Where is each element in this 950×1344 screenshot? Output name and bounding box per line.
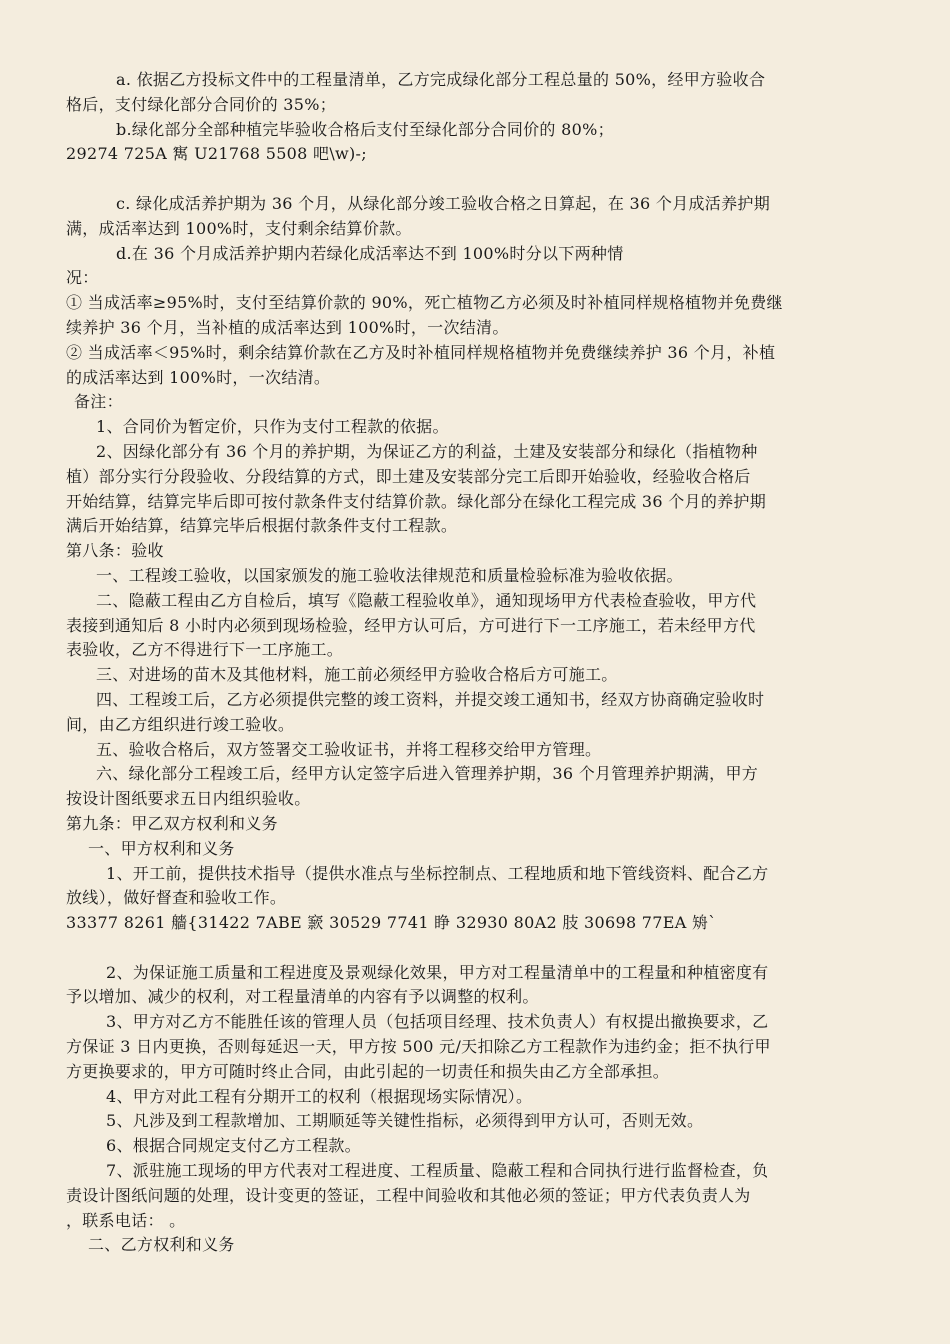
- text-line: 满后开始结算，结算完毕后根据付款条件支付工程款。: [66, 516, 458, 536]
- text-line: 1、开工前，提供技术指导（提供水准点与坐标控制点、工程地质和地下管线资料、配合乙方: [106, 863, 769, 883]
- text-line: 责设计图纸问题的处理，设计变更的签证，工程中间验收和其他必须的签证；甲方代表负责人为: [66, 1185, 751, 1205]
- text-line: 表验收，乙方不得进行下一工序施工。: [66, 640, 344, 660]
- text-line: 1、合同价为暂定价，只作为支付工程款的依据。: [96, 417, 449, 437]
- text-line: 33377 8261 艢{31422 7ABE 窾 30529 7741 睁 32930 80A2 肢 30698 77EA 矪`: [66, 913, 717, 933]
- text-line: 第八条：验收: [66, 541, 164, 561]
- text-line: 的成活率达到 100%时，一次结清。: [66, 367, 331, 387]
- text-line: a. 依据乙方投标文件中的工程量清单，乙方完成绿化部分工程总量的 50%，经甲方验收合: [116, 70, 766, 89]
- text-line: 续养护 36 个月，当补植的成活率达到 100%时，一次结清。: [66, 317, 509, 337]
- text-line: 2、为保证施工质量和工程进度及景观绿化效果，甲方对工程量清单中的工程量和种植密度有: [106, 962, 769, 982]
- text-line: 29274 725A 寯 U21768 5508 吧\w)-;: [66, 144, 367, 164]
- text-line: d.在 36 个月成活养护期内若绿化成活率达不到 100%时分以下两种情: [116, 243, 624, 263]
- blank-line: [66, 936, 886, 961]
- text-line: ① 当成活率≥95%时，支付至结算价款的 90%，死亡植物乙方必须及时补植同样规格植物并免费继: [66, 293, 783, 313]
- text-line: 放线），做好督查和验收工作。: [66, 888, 287, 908]
- text-line: 表接到通知后 8 小时内必须到现场检验，经甲方认可后，方可进行下一工序施工，若未经甲方代: [66, 615, 756, 635]
- text-line: ② 当成活率＜95%时，剩余结算价款在乙方及时补植同样规格植物并免费继续养护 36 个月，补植: [66, 342, 776, 362]
- text-line: 予以增加、减少的权利，对工程量清单的内容有予以调整的权利。: [66, 987, 539, 1007]
- text-line: 六、绿化部分工程竣工后，经甲方认定签字后进入管理养护期，36 个月管理养护期满，甲方: [96, 764, 759, 784]
- text-line: c. 绿化成活养护期为 36 个月，从绿化部分竣工验收合格之日算起，在 36 个月成活养护期: [116, 193, 770, 213]
- text-line: 备注：: [74, 392, 123, 412]
- text-line: 四、工程竣工后，乙方必须提供完整的竣工资料，并提交竣工通知书，经双方协商确定验收时: [96, 689, 765, 709]
- text-line: 6、根据合同规定支付乙方工程款。: [106, 1136, 361, 1156]
- text-line: 二、乙方权利和义务: [88, 1235, 235, 1255]
- text-line: 方更换要求的，甲方可随时终止合同，由此引起的一切责任和损失由乙方全部承担。: [66, 1061, 670, 1081]
- text-line: 5、凡涉及到工程款增加、工期顺延等关键性指标，必须得到甲方认可，否则无效。: [106, 1111, 704, 1131]
- text-line: 方保证 3 日内更换，否则每延迟一天，甲方按 500 元/天扣除乙方工程款作为违约金；拒不执行甲: [66, 1037, 771, 1057]
- text-line: 植）部分实行分段验收、分段结算的方式，即土建及安装部分完工后即开始验收，经验收合格后: [66, 466, 751, 486]
- text-line: 开始结算，结算完毕后即可按付款条件支付结算价款。绿化部分在绿化工程完成 36 个月的养护期: [66, 491, 767, 511]
- text-line: 一、工程竣工验收，以国家颁发的施工验收法律规范和质量检验标准为验收依据。: [96, 565, 683, 585]
- text-line: 7、派驻施工现场的甲方代表对工程进度、工程质量、隐蔽工程和合同执行进行监督检查，负: [106, 1161, 769, 1181]
- text-line: 2、因绿化部分有 36 个月的养护期，为保证乙方的利益，土建及安装部分和绿化（指植物种: [96, 441, 758, 461]
- text-line: 五、验收合格后，双方签署交工验收证书，并将工程移交给甲方管理。: [96, 739, 602, 759]
- text-line: 二、隐蔽工程由乙方自检后，填写《隐蔽工程验收单》，通知现场甲方代表检查验收，甲方代: [96, 590, 757, 610]
- text-line: b.绿化部分全部种植完毕验收合格后支付至绿化部分合同价的 80%；: [116, 119, 614, 139]
- document-page: [66, 68, 886, 1258]
- text-line: 第九条：甲乙双方权利和义务: [66, 813, 278, 833]
- text-line: 间，由乙方组织进行竣工验收。: [66, 714, 295, 734]
- text-line: 按设计图纸要求五日内组织验收。: [66, 789, 311, 809]
- text-line: 格后，支付绿化部分合同价的 35%；: [66, 94, 337, 114]
- text-line: ，联系电话： 。: [66, 1210, 186, 1230]
- blank-line: [66, 167, 886, 192]
- text-line: 3、甲方对乙方不能胜任该的管理人员（包括项目经理、技术负责人）有权提出撤换要求，乙: [106, 1012, 769, 1032]
- text-line: 况：: [66, 268, 99, 288]
- text-line: 4、甲方对此工程有分期开工的权利（根据现场实际情况）。: [106, 1086, 533, 1106]
- text-line: 满，成活率达到 100%时，支付剩余结算价款。: [66, 218, 412, 238]
- text-line: 三、对进场的苗木及其他材料，施工前必须经甲方验收合格后方可施工。: [96, 665, 618, 685]
- text-line: 一、甲方权利和义务: [88, 838, 235, 858]
